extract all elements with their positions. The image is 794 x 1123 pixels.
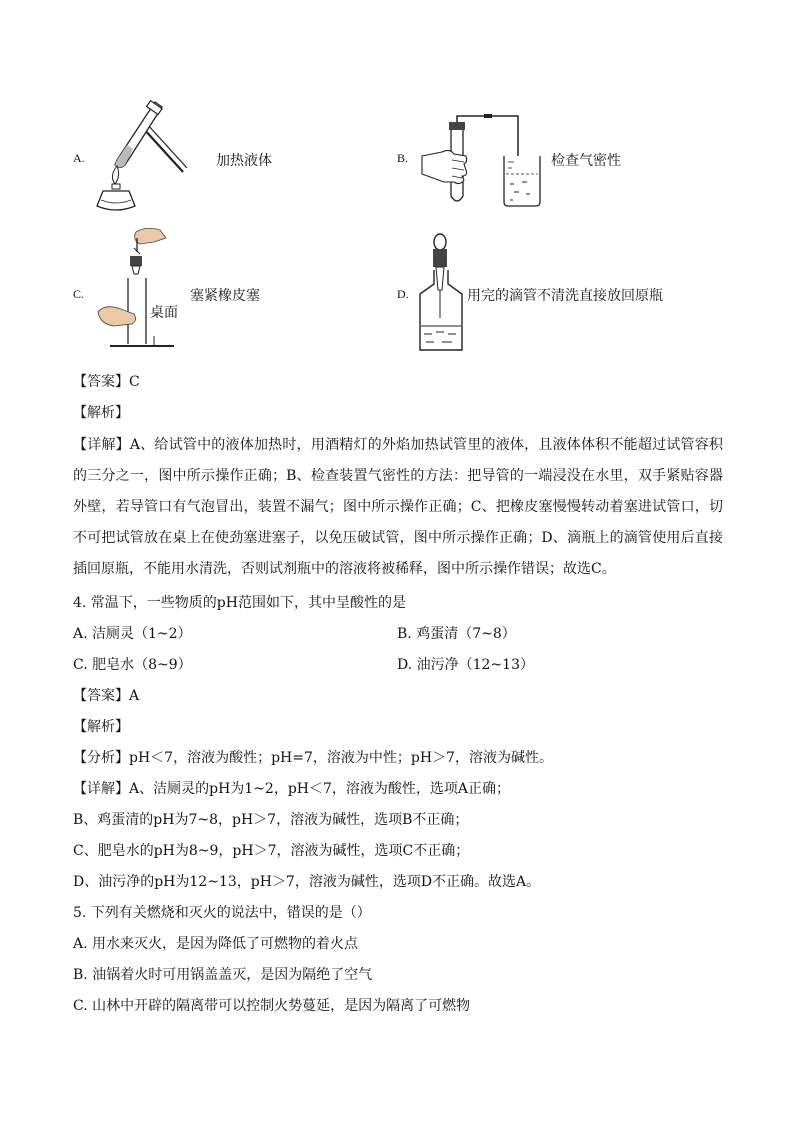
q4-detail-line: D、油污净的pH为12~13，pH＞7，溶液为碱性，选项D不正确。故选A。 [73, 874, 541, 890]
q3-analysis-title: 【解析】 [73, 405, 129, 421]
q4-analysis: 【分析】pH＜7，溶液为酸性；pH=7，溶液为中性；pH＞7，溶液为碱性。 [73, 750, 553, 766]
q5-option-c: C. 山林中开辟的隔离带可以控制火势蔓延，是因为隔离了可燃物 [73, 998, 471, 1014]
q5-stem: 5. 下列有关燃烧和灭火的说法中，错误的是（） [73, 905, 371, 921]
dropper-bottle-figure [416, 232, 466, 354]
q3-detail: 【详解】A、给试管中的液体加热时，用酒精灯的外焰加热试管里的液体，且液体体积不能超过试管容积的三分之一，图中所示操作正确；B、检查装置气密性的方法：把导管的一端浸没在水里，双手紧贴容器外壁，若导管口有气泡冒出，装置不漏气；图中所示操作正确；C、把橡皮塞慢慢转动着塞进试管口，切不可把试管放在桌上在使劲塞进塞子，以免压破试管，图中所示操作正确；D、滴瓶上的滴管使用后直接插回原瓶，不能用水清洗，否则试剂瓶中的溶液将被稀释，图中所示操作错误；故选C。 [73, 437, 723, 577]
option-caption-a: 加热液体 [216, 153, 272, 169]
option-letter-a: A. [73, 151, 85, 165]
q4-detail-line: 【详解】A、洁厕灵的pH为1~2，pH＜7，溶液为酸性，选项A正确； [73, 781, 511, 797]
q4-detail-line: B、鸡蛋清的pH为7~8，pH＞7，溶液为碱性，选项B不正确； [73, 812, 469, 828]
option-caption-d: 用完的滴管不清洗直接放回原瓶 [467, 288, 663, 304]
q4-analysis-title: 【解析】 [73, 719, 129, 735]
option-caption-b: 检查气密性 [551, 153, 621, 169]
stopper-insert-figure [94, 224, 180, 352]
q4-option-a: A. 洁厕灵（1~2） [73, 626, 192, 642]
option-letter-b: B. [397, 151, 409, 165]
q5-option-a: A. 用水来灭火，是因为降低了可燃物的着火点 [73, 936, 359, 952]
q4-option-c: C. 肥皂水（8~9） [73, 657, 192, 673]
airtightness-check-figure [418, 112, 548, 210]
desk-label: 桌面 [150, 305, 178, 321]
q4-option-b: B. 鸡蛋清（7~8） [397, 626, 516, 642]
option-caption-c: 塞紧橡皮塞 [190, 288, 260, 304]
q4-stem: 4. 常温下，一些物质的pH范围如下，其中呈酸性的是 [73, 595, 406, 611]
q3-answer: 【答案】C [73, 374, 140, 390]
q4-answer: 【答案】A [73, 688, 140, 704]
option-letter-d: D. [397, 287, 409, 301]
q4-option-d: D. 油污净（12~13） [397, 657, 534, 673]
q5-option-b: B. 油锅着火时可用锅盖盖灭，是因为隔绝了空气 [73, 967, 373, 983]
heating-liquid-figure [95, 88, 205, 213]
q4-detail-line: C、肥皂水的pH为8~9，pH＞7，溶液为碱性，选项C不正确； [73, 843, 470, 859]
option-letter-c: C. [73, 287, 85, 301]
